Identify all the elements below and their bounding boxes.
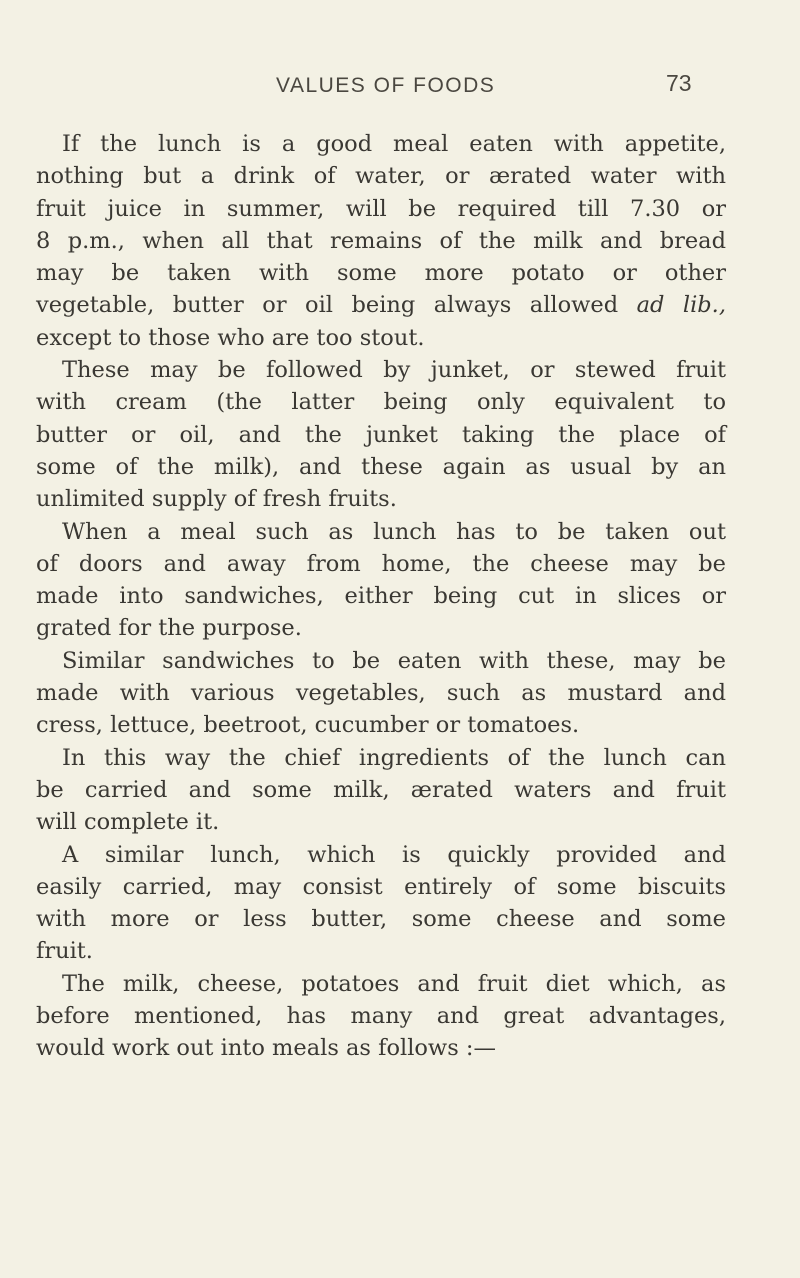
text-line: be carried and some milk, ærated waters and fruit <box>36 776 726 803</box>
text-line <box>36 289 726 321</box>
text-line: some of the milk), and these again as usual by an <box>36 453 726 480</box>
paragraph-junket <box>36 354 726 515</box>
running-head <box>0 70 800 104</box>
text-line: When a meal such as lunch has to be taken out <box>62 518 726 545</box>
text-line: The milk, cheese, potatoes and fruit diet which, as <box>62 970 726 997</box>
text-line: 8 p.m., when all that remains of the milk and bread <box>36 227 726 254</box>
text-line: will complete it. <box>36 809 220 836</box>
text-line: These may be followed by junket, or stewed fruit <box>62 357 726 384</box>
page-number: 73 <box>666 70 692 96</box>
text-line: In this way the chief ingredients of the lunch can <box>62 744 726 771</box>
text-line: with cream (the latter being only equivalent to <box>36 389 726 416</box>
paragraph-outdoor-meal <box>36 516 726 645</box>
text-line: If the lunch is a good meal eaten with appetite, <box>62 131 726 157</box>
text-line: made with various vegetables, such as mustard and <box>36 680 726 707</box>
text-line: butter or oil, and the junket taking the place of <box>36 421 726 448</box>
paragraph-vegetable-sandwiches <box>36 645 726 742</box>
text-line: grated for the purpose. <box>36 615 302 642</box>
paragraph-chief-ingredients <box>36 742 726 839</box>
text-line: cress, lettuce, beetroot, cucumber or tomatoes. <box>36 712 580 739</box>
text-line: fruit juice in summer, will be required till 7.30 or <box>36 195 726 222</box>
paragraph-similar-lunch <box>36 839 726 968</box>
paragraph-lunch-appetite <box>36 128 726 354</box>
text-line: would work out into meals as follows :— <box>36 1035 496 1062</box>
text-line: may be taken with some more potato or other <box>36 260 726 287</box>
text-line: unlimited supply of fresh fruits. <box>36 486 397 513</box>
text-line: with more or less butter, some cheese and some <box>36 906 726 933</box>
text-line: except to those who are too stout. <box>36 324 425 351</box>
body-text <box>36 128 726 1065</box>
text-line: of doors and away from home, the cheese may be <box>36 550 726 577</box>
running-title: VALUES OF FOODS <box>276 74 496 97</box>
text-line: nothing but a drink of water, or ærated water with <box>36 163 726 190</box>
text-line: fruit. <box>36 938 93 965</box>
text-line: easily carried, may consist entirely of some biscuits <box>36 873 726 900</box>
italic-phrase: ad lib., <box>636 292 726 319</box>
paragraph-diet-meals <box>36 968 726 1065</box>
text-line: Similar sandwiches to be eaten with these, may be <box>62 647 726 674</box>
text-line-part: vegetable, butter or oil being always allowed ad lib., <box>36 292 726 319</box>
text-line: before mentioned, has many and great advantages, <box>36 1003 726 1030</box>
text-line: made into sandwiches, either being cut in slices or <box>36 583 726 610</box>
text-line: A similar lunch, which is quickly provided and <box>62 841 726 868</box>
